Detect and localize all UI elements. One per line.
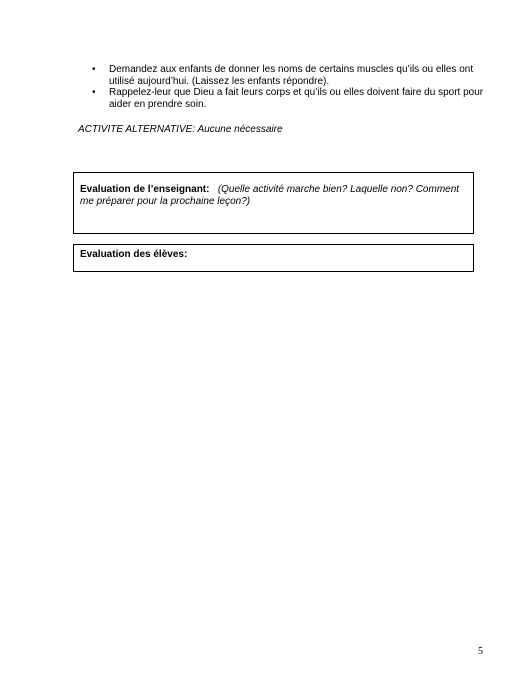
alternative-activity: ACTIVITE ALTERNATIVE: Aucune nécessaire [78, 124, 283, 135]
list-item [90, 64, 490, 87]
bullet-text: Demandez aux enfants de donner les noms de certains muscles qu’ils ou elles ont utilisé aujourd’hui. (Laissez les enfants répondre). [109, 64, 474, 87]
page-number: 5 [478, 646, 483, 657]
bullet-icon: • [92, 64, 96, 75]
student-evaluation-box [73, 244, 474, 272]
list-item [90, 87, 490, 110]
teacher-evaluation-note: (Quelle activité marche bien? Laquelle non? Comment me préparer pour la prochaine leçon?) [80, 184, 460, 207]
bullet-text: Rappelez-leur que Dieu a fait leurs corps et qu’ils ou elles doivent faire du sport pour aider en prendre soin. [109, 87, 484, 110]
teacher-evaluation-box [73, 172, 474, 234]
teacher-evaluation-label: Evaluation de l’enseignant: [80, 184, 210, 195]
student-evaluation-label: Evaluation des élèves: [80, 249, 188, 260]
bullet-list [90, 64, 490, 110]
bullet-icon: • [92, 87, 96, 98]
